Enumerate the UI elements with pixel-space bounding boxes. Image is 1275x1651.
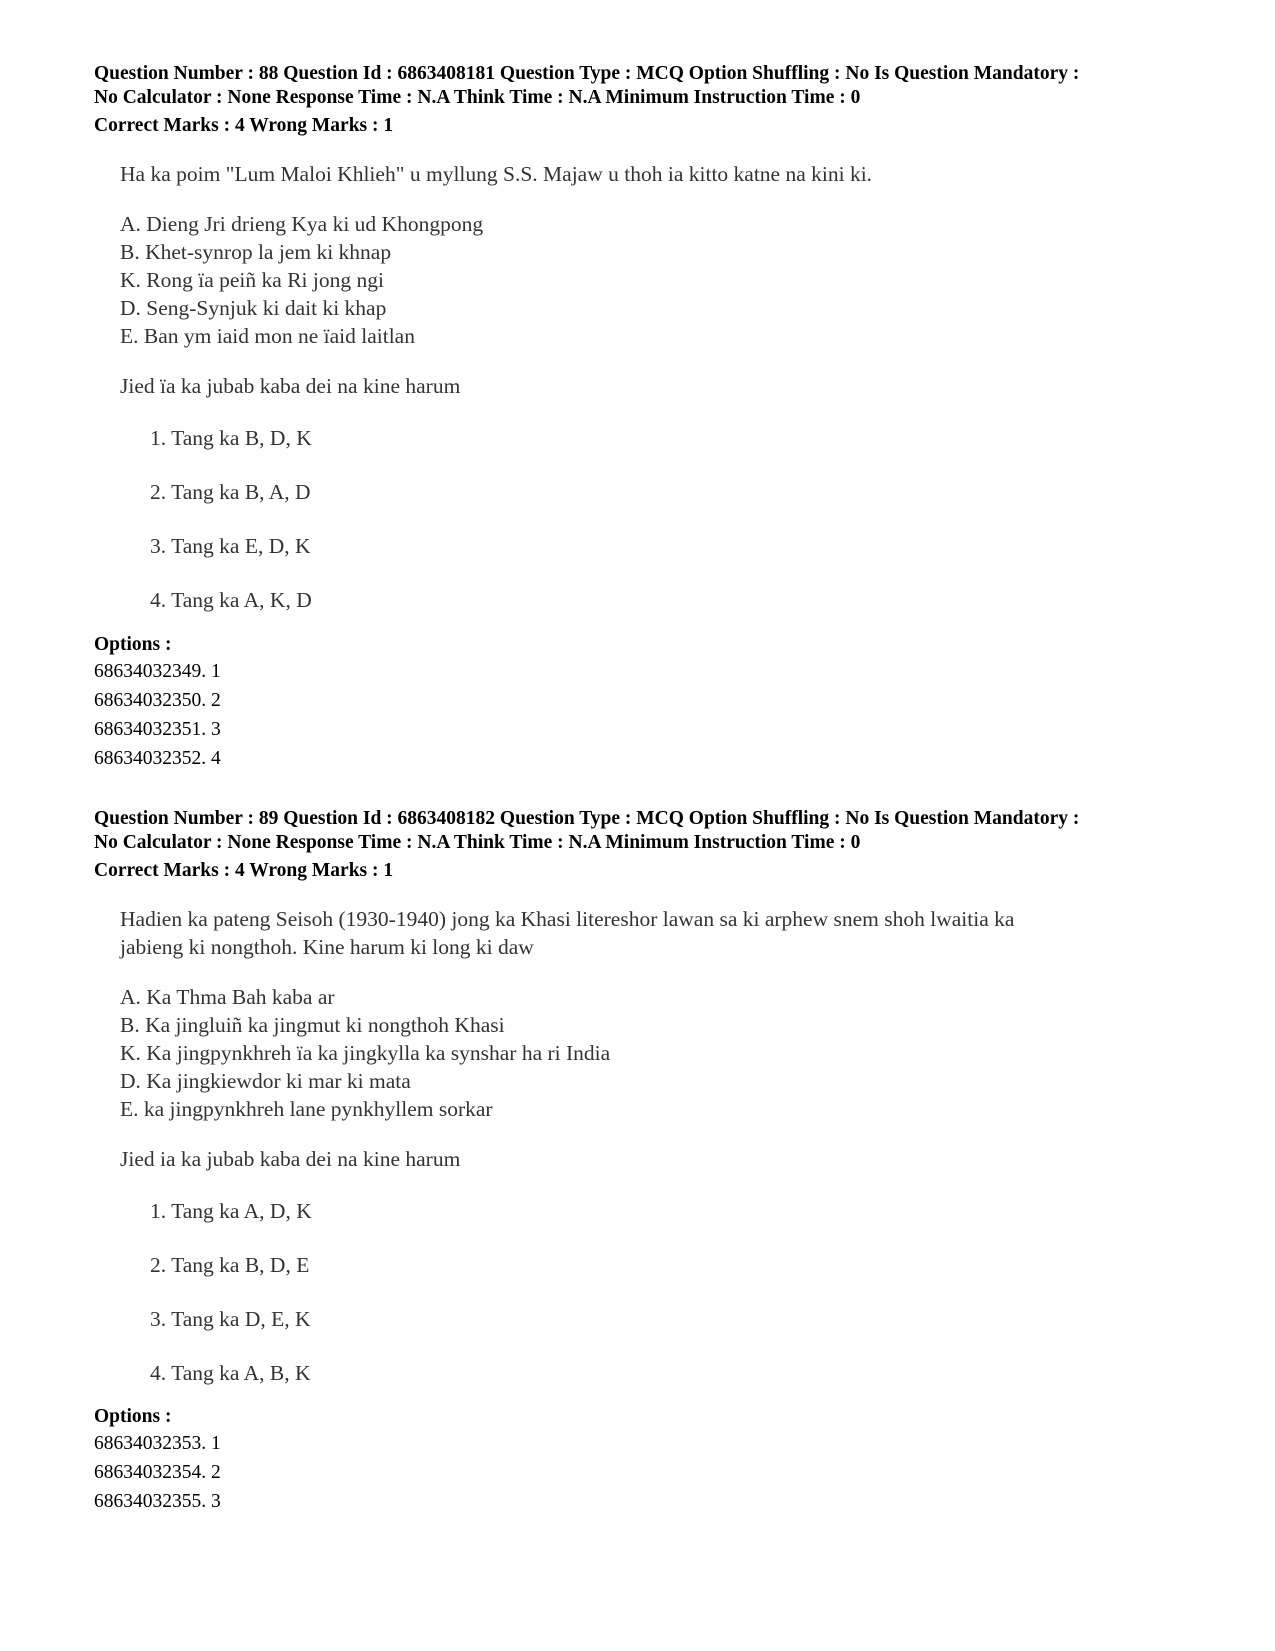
choice-3: 3. Tang ka D, E, K: [150, 1307, 311, 1331]
statement-b: B. Ka jingluiñ ka jingmut ki nongthoh Khasi: [120, 1013, 505, 1037]
instruction-text: Jied ia ka jubab kaba dei na kine harum: [120, 1147, 461, 1171]
option-item: 68634032353. 1: [94, 1433, 221, 1454]
choice-3: 3. Tang ka E, D, K: [150, 534, 311, 558]
question-image: [120, 160, 872, 640]
question-header-line2: No Calculator : None Response Time : N.A Think Time : N.A Minimum Instruction Time : 0: [94, 832, 861, 853]
instruction-text: Jied ïa ka jubab kaba dei na kine harum: [120, 374, 461, 398]
option-item: 68634032354. 2: [94, 1462, 221, 1483]
option-item: 68634032350. 2: [94, 690, 221, 711]
option-item: 68634032355. 3: [94, 1491, 221, 1512]
marks-line: Correct Marks : 4 Wrong Marks : 1: [94, 115, 394, 136]
option-item: 68634032351. 3: [94, 719, 221, 740]
question-header-line1: Question Number : 88 Question Id : 6863408181 Question Type : MCQ Option Shuffling : No Is Question Mandatory :: [94, 63, 1080, 84]
question-88: [94, 62, 1214, 769]
options-list: [94, 1429, 221, 1516]
question-image: [120, 905, 1014, 1413]
statement-k: K. Ka jingpynkhreh ïa ka jingkylla ka synshar ha ri India: [120, 1041, 611, 1065]
question-89: [94, 807, 1214, 1512]
statement-a: A. Ka Thma Bah kaba ar: [120, 985, 335, 1009]
statement-d: D. Seng-Synjuk ki dait ki khap: [120, 296, 387, 320]
choice-4: 4. Tang ka A, K, D: [150, 588, 312, 612]
choice-4: 4. Tang ka A, B, K: [150, 1361, 311, 1385]
statement-k: K. Rong ïa peiñ ka Ri jong ngi: [120, 268, 384, 292]
choice-2: 2. Tang ka B, A, D: [150, 480, 311, 504]
choice-1: 1. Tang ka A, D, K: [150, 1199, 312, 1223]
option-item: 68634032349. 1: [94, 661, 221, 682]
statement-list: [120, 983, 1014, 1123]
statement-list: [120, 210, 872, 350]
statement-d: D. Ka jingkiewdor ki mar ki mata: [120, 1069, 411, 1093]
statement-e: E. Ban ym iaid mon ne ïaid laitlan: [120, 324, 415, 348]
choice-list: [120, 1197, 1014, 1413]
question-text-line1: Hadien ka pateng Seisoh (1930-1940) jong ka Khasi litereshor lawan sa ki arphew snem shoh lwaitia ka: [120, 907, 1015, 931]
choice-1: 1. Tang ka B, D, K: [150, 426, 312, 450]
option-item: 68634032352. 4: [94, 748, 221, 769]
question-header-line1: Question Number : 89 Question Id : 6863408182 Question Type : MCQ Option Shuffling : No Is Question Mandatory :: [94, 808, 1080, 829]
options-list: [94, 657, 221, 773]
question-text: Ha ka poim "Lum Maloi Khlieh" u myllung S.S. Majaw u thoh ia kitto katne na kini ki.: [120, 162, 873, 186]
statement-b: B. Khet-synrop la jem ki khnap: [120, 240, 392, 264]
question-text-line2: jabieng ki nongthoh. Kine harum ki long ki daw: [120, 935, 534, 959]
question-header-line2: No Calculator : None Response Time : N.A Think Time : N.A Minimum Instruction Time : 0: [94, 87, 861, 108]
options-title: Options :: [94, 634, 172, 655]
statement-e: E. ka jingpynkhreh lane pynkhyllem sorkar: [120, 1097, 493, 1121]
choice-2: 2. Tang ka B, D, E: [150, 1253, 310, 1277]
statement-a: A. Dieng Jri drieng Kya ki ud Khongpong: [120, 212, 484, 236]
options-title: Options :: [94, 1406, 172, 1427]
marks-line: Correct Marks : 4 Wrong Marks : 1: [94, 860, 394, 881]
choice-list: [120, 424, 872, 640]
